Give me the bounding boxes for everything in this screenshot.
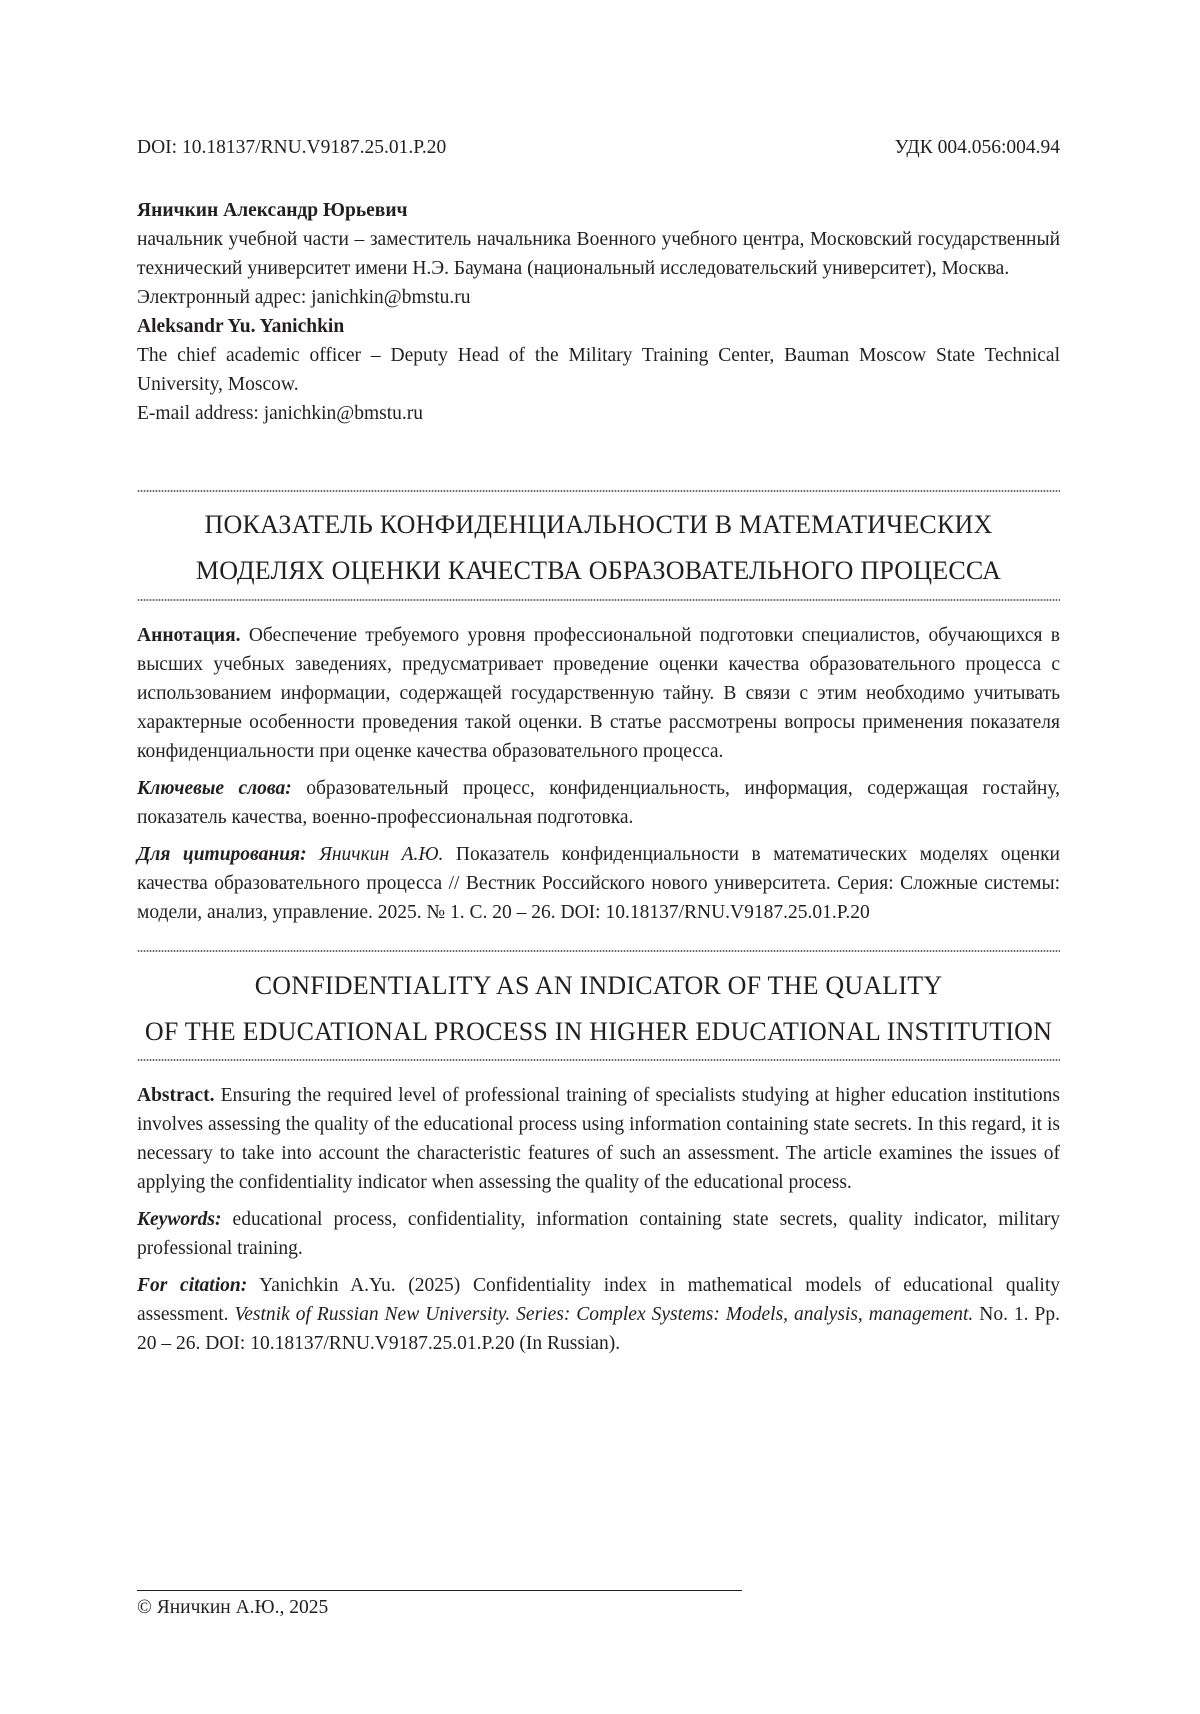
title-en (137, 963, 1060, 1055)
author-info (137, 196, 1060, 428)
title-en-line1: CONFIDENTIALITY AS AN INDICATOR OF THE QUALITY (254, 971, 943, 1000)
title-ru (137, 502, 1060, 594)
divider-bottom-en (137, 1058, 1060, 1062)
abstract-ru-text: Обеспечение требуемого уровня профессиональной подготовки специалистов, обучающихся в высших учебных заведениях, предусматривает проведение оценки качества образовательного процесса с использованием информации, содержащей государственную тайну. В связи с этим необходимо учитывать характерные особенности проведения такой оценки. В статье рассмотрены вопросы применения показателя конфиденциальности при оценке качества образовательного процесса. (137, 625, 1060, 762)
udk-label: УДК 004.056:004.94 (894, 137, 1060, 158)
keywords-ru-label: Ключевые слова: (137, 778, 292, 799)
citation-ru-author: Яничкин А.Ю. (306, 844, 444, 865)
citation-ru-text: Показатель конфиденциальности в математических моделях оценки качества образовательного процесса // Вестник Российского нового университета. Серия: Сложные системы: модели, анализ, управление. 2025. № 1. С. 20 – 26. DOI: 10.18137/RNU.V9187.25.01.P.20 (137, 844, 1060, 923)
author-email-en: E-mail address: janichkin@bmstu.ru (137, 403, 424, 424)
header-row (137, 137, 1060, 163)
keywords-ru-paragraph (137, 774, 1060, 832)
doi-label: DOI: 10.18137/RNU.V9187.25.01.P.20 (137, 137, 447, 158)
citation-en-label: For citation: (137, 1275, 248, 1296)
divider-top-ru (137, 489, 1060, 493)
title-ru-line1: ПОКАЗАТЕЛЬ КОНФИДЕНЦИАЛЬНОСТИ В МАТЕМАТИЧЕСКИХ (204, 510, 993, 539)
citation-en-paragraph (137, 1271, 1060, 1358)
citation-ru-label: Для цитирования: (137, 844, 307, 865)
title-ru-line2: МОДЕЛЯХ ОЦЕНКИ КАЧЕСТВА ОБРАЗОВАТЕЛЬНОГО ПРОЦЕССА (195, 556, 1002, 585)
citation-en-text2: No. 1. Pp. 20 – 26. DOI: 10.18137/RNU.V9187.25.01.P.20 (In Russian). (137, 1304, 1060, 1354)
abstract-en (137, 1081, 1060, 1366)
keywords-en-paragraph (137, 1205, 1060, 1263)
author-position-en: The chief academic officer – Deputy Head of the Military Training Center, Bauman Moscow State Technical University, Moscow. (137, 345, 1060, 395)
author-name-en: Aleksandr Yu. Yanichkin (137, 316, 345, 337)
divider-bottom-ru (137, 598, 1060, 602)
author-position-ru: начальник учебной части – заместитель начальника Военного учебного центра, Московский государственный технический университет имени Н.Э. Баумана (национальный исследовательский университет), Москва. (137, 229, 1060, 279)
keywords-en-text: educational process, confidentiality, information containing state secrets, quality indicator, military professional training. (137, 1209, 1060, 1259)
copyright-note: © Яничкин А.Ю., 2025 (137, 1597, 329, 1618)
footnote-rule (137, 1590, 742, 1591)
citation-ru-paragraph (137, 840, 1060, 927)
title-en-line2: OF THE EDUCATIONAL PROCESS IN HIGHER EDUCATIONAL INSTITUTION (144, 1017, 1053, 1046)
abstract-ru-paragraph (137, 621, 1060, 766)
abstract-en-text: Ensuring the required level of professional training of specialists studying at higher education institutions involves assessing the quality of the educational process using information containing state secrets. In this regard, it is necessary to take into account the characteristic features of such an assessment. The article examines the issues of applying the confidentiality indicator when assessing the quality of the educational process. (137, 1085, 1060, 1193)
citation-en-journal: Vestnik of Russian New University. Series: Complex Systems: Models, analysis, management. (234, 1304, 974, 1325)
author-email-ru: Электронный адрес: janichkin@bmstu.ru (137, 287, 471, 308)
keywords-ru-text: образовательный процесс, конфиденциальность, информация, содержащая гостайну, показатель качества, военно-профессиональная подготовка. (137, 778, 1060, 828)
keywords-en-label: Keywords: (137, 1209, 222, 1230)
abstract-ru-label: Аннотация. (137, 625, 241, 646)
author-name-ru: Яничкин Александр Юрьевич (137, 200, 408, 221)
citation-en-text1: Yanichkin A.Yu. (2025) Confidentiality index in mathematical models of educational quality assessment. (137, 1275, 1060, 1325)
abstract-ru (137, 621, 1060, 935)
abstract-en-paragraph (137, 1081, 1060, 1197)
abstract-en-label: Abstract. (137, 1085, 215, 1106)
divider-top-en (137, 949, 1060, 953)
